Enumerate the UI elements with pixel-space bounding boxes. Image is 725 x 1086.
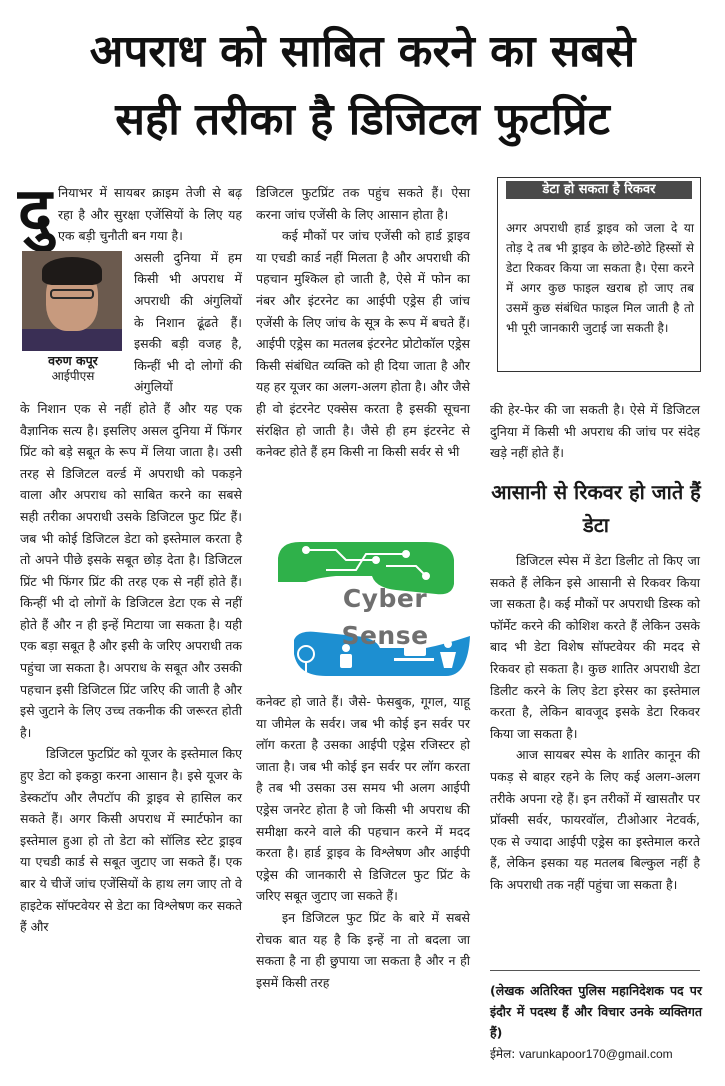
intro-text: नियाभर में सायबर क्राइम तेजी से बढ़ रहा है और सुरक्षा एजेंसियों के लिए यह एक बड़ी चुनौती बन गया है। bbox=[57, 185, 242, 244]
subheading: आसानी से रिकवर हो जाते हैं डेटा bbox=[491, 480, 701, 537]
right-upper-text: की हेर-फेर की जा सकती है। ऐसे में डिजिटल दुनिया में किसी भी अपराध की जांच पर संदेह खड़े नहीं होते हैं। bbox=[490, 402, 700, 461]
middle-para-4: इन डिजिटल फुट प्रिंट के बारे में सबसे रोचक बात यह है कि इन्हें ना तो बदला जा सकता है ना ही छुपाया जा सकता है और न ही इसमें किसी तरह bbox=[256, 909, 470, 990]
info-box-body: अगर अपराधी हार्ड ड्राइव को जला दे या तोड़ दे तब भी ड्राइव के छोटे-छोटे हिस्सों से डेटा रिकवर किया जा सकता है। ऐसा करने में अगर कुछ फाइल खराब हो जाए तब उसमें कुछ संबंधित फाइल मिल जाती है तो भी पूरी जानकारी जुटाई जा सकती है। bbox=[506, 221, 694, 335]
headline-line-2: सही तरीका है डिजिटल फुटप्रिंट bbox=[115, 94, 610, 145]
sense-word: Sense bbox=[341, 621, 429, 650]
left-para-2: डिजिटल फुटप्रिंट को यूजर के इस्तेमाल किए हुए डेटा को इकठ्ठा करना आसान है। इसे यूजर के डेस्कटॉप और लैपटॉप की ड्राइव से हासिल कर सकते हैं। अगर किसी अपराध में स्मार्टफोन का इस्तेमाल हुआ हो तो डेटा को सॉलिड स्टेट ड्राइव या एचडी कार्ड से सबूत जुटाए जा सकते हैं। एक बार ये चीजें जांच एजेंसियों के हाथ लग जाए तो वे हाइटेक सॉफ्टवेयर से डेटा का विश्लेषण कर सकते हैं और bbox=[20, 746, 242, 935]
headline-line-1: अपराध को साबित करने का सबसे bbox=[89, 26, 636, 77]
drop-cap: दु bbox=[18, 175, 52, 249]
headline bbox=[0, 18, 725, 154]
middle-para-3: कनेक्ट हो जाते हैं। जैसे- फेसबुक, गूगल, याहू या जीमेल के सर्वर। जब भी कोई इन सर्वर पर लॉग करता है उसका आईपी एड्रेस रजिस्टर हो जाता है। जब भी कोई इन सर्वर पर लॉग करता है तब भी उसका उस समय भी अलग आईपी एड्रेस जनरेट होता है जो किसी भी अपराध की समीक्षा करने वाले की पहचान करने में मदद करता है। हार्ड ड्राइव के विश्लेषण और आईपी एड्रेस की जानकारी से डिजिटल फुट प्रिंट के जरिए सबूत जुटाए जा सकते हैं। bbox=[256, 694, 470, 904]
right-column-lower bbox=[490, 550, 700, 896]
author-photo bbox=[22, 251, 122, 351]
author-name: वरुण कपूर bbox=[48, 352, 98, 368]
cyber-word: Cyber bbox=[342, 584, 428, 613]
author-note: (लेखक अतिरिक्त पुलिस महानिदेशक पद पर इंदौर में पदस्थ हैं और विचार उनके व्यक्तिगत हैं) bbox=[490, 983, 702, 1040]
info-box-title: डेटा हो सकता है रिकवर bbox=[506, 181, 692, 199]
left-continued-text: के निशान एक से नहीं होते हैं और यह एक वैज्ञानिक सत्य है। इसलिए असल दुनिया में फिंगर प्रिंट को बड़े सबूत के रूप में लिया जाता है। उसी तरह से डिजिटल वर्ल्ड में अपराधी को पकड़ने वाला और अपराध को साबित करने का सबसे सही तरीका अपराधी उसके डिजिटल फुट प्रिंट हैं। जब भी कोई डिजिटल डेटा को इस्तेमाल करता है तो अपने पीछे इसके सबूत छोड़ देता है। डिजिटल प्रिंट भी फिंगर प्रिंट की तरह एक से नहीं होते हैं। किन्हीं भी दो लोगों के डिजिटल डेटा एक से नहीं होते हैं और न ही इन्हें मिटाया जा सकता है। यही एक बड़ा सबूत है और इसी के जरिए अपराधी तक पहुंचा जा सकता है। अपराध के सबूत और उसकी पहचान इसी डिजिटल प्रिंट जरिए की जाती है और इसे जुटाने के लिए उच्च तकनीक की जरूरत होती है। bbox=[20, 400, 242, 740]
right-para-1: डिजिटल स्पेस में डेटा डिलीट तो किए जा सकते हैं लेकिन इसे आसानी से रिकवर किया जा सकता है। कई मौकों पर अपराधी डिस्क को फॉर्मेट करने की कोशिश करते हैं लेकिन उसके बाद भी डेटा विशेष सॉफ्टवेयर की मदद से रिकवर हो सकता है। कुछ शातिर अपराधी डेटा डिलीट करने के लिए डेटा इरेसर का इस्तेमाल करता है, लेकिन बावजूद इसके डेटा रिकवर किया जा सकता है। bbox=[490, 553, 700, 741]
email-label: ईमेल: bbox=[490, 1047, 516, 1061]
author-role: आईपीएस bbox=[51, 368, 95, 383]
right-para-2: आज सायबर स्पेस के शातिर कानून की पकड़ से बाहर रहने के लिए कई अलग-अलग तरीके अपना रहे हैं। इन तरीकों में खासतौर पर प्रॉक्सी सर्वर, फायरवॉल, टीओआर नेटवर्क, एक से ज्यादा आईपी एड्रेस का इस्तेमाल करते हैं, लेकिन इसका यह मतलब बिल्कुल नहीं है कि अपराधी तक नहीं पहुंचा जा सकता है। bbox=[490, 747, 700, 892]
right-column-upper bbox=[490, 399, 700, 464]
middle-column-bottom bbox=[256, 691, 470, 993]
left-column bbox=[18, 175, 242, 938]
middle-column-top bbox=[256, 182, 470, 463]
info-box bbox=[497, 177, 701, 372]
middle-para-2: कई मौकों पर जांच एजेंसी को हार्ड ड्राइव या एचडी कार्ड नहीं मिलता है और अपराधी की पहचान मुश्किल हो जाती है, ऐसे में फोन का नंबर और इंटरनेट का आईपी एड्रेस ही जांच एजेंसी के लिए जांच के सूत्र के रूप में बचते हैं। आईपी एड्रेस का मतलब इंटरनेट प्रोटोकॉल एड्रेस किसी संबंधित व्यक्ति को ही दिया जाता है और यह हर यूजर का अलग-अलग होता है। और जैसे ही वो इंटरनेट एक्सेस करता है इसकी सूचना संरक्षित हो जाती है। जैसे ही हम इंटरनेट से कनेक्ट होते हैं हम किसी ना किसी सर्वर से भी bbox=[256, 228, 470, 460]
email-line bbox=[490, 1045, 702, 1063]
middle-para-1: डिजिटल फुटप्रिंट तक पहुंच सकते हैं। ऐसा करना जांच एजेंसी के लिए आसान होता है। bbox=[256, 185, 470, 222]
divider-line bbox=[490, 970, 700, 971]
author-box bbox=[20, 251, 126, 383]
email-address[interactable]: varunkapoor170@gmail.com bbox=[519, 1047, 673, 1061]
beside-photo-text: असली दुनिया में हम किसी भी अपराध में अपराधी की अंगुलियों के निशान ढूंढते हैं। इसकी बड़ी वजह है, किन्हीं भी दो लोगों की अंगुलियों bbox=[134, 249, 242, 395]
